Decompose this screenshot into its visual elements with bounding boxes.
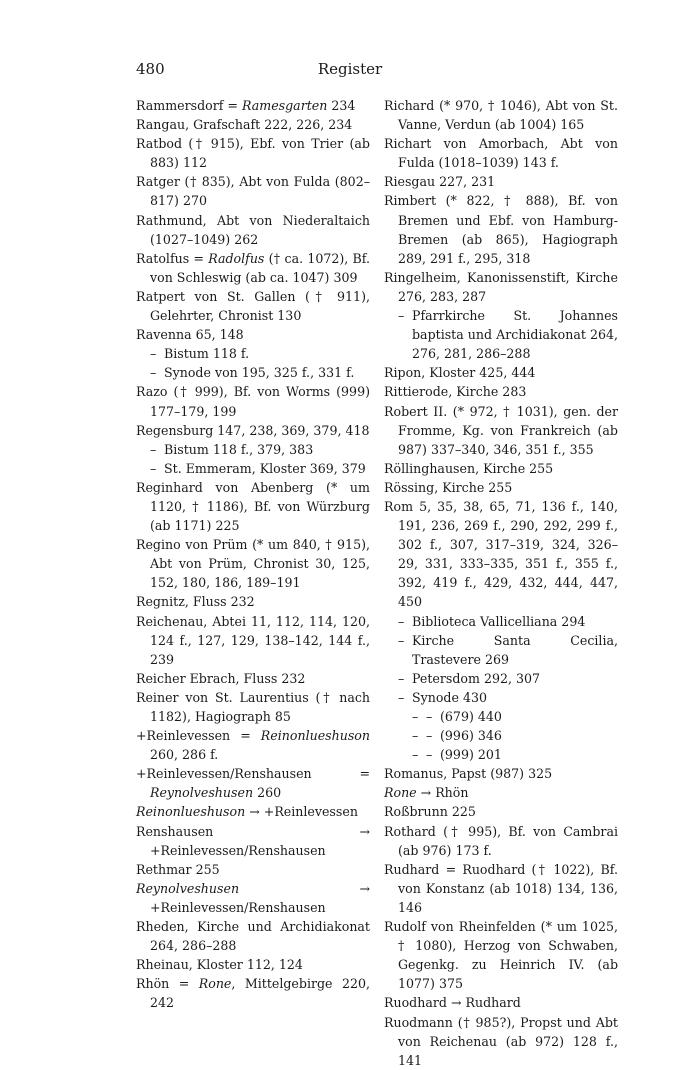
index-entry: Reicher Ebrach, Fluss 232 xyxy=(136,670,306,686)
index-entry: Rimbert (* 822, † 888), Bf. von Bremen und Ebf. von Hamburg-Bremen (ab 865), Hagiograph 289, 291 f., 295, 318 xyxy=(384,193,618,266)
index-entry: Ruodhard → Rudhard xyxy=(384,995,521,1011)
index-entry: Regensburg 147, 238, 369, 379, 418 xyxy=(136,422,370,438)
index-entry: Richart von Amorbach, Abt von Fulda (1018–1039) 143 f. xyxy=(384,136,618,171)
index-entry: Ravenna 65, 148 xyxy=(136,327,244,343)
index-entry: Rudolf von Rheinfelden (* um 1025, † 1080), Herzog von Schwaben, Gegenkg. zu Heinrich IV. (ab 1077) 375 xyxy=(384,919,618,992)
index-entry: Ratolfus = Radolfus († ca. 1072), Bf. von Schleswig (ab ca. 1047) 309 xyxy=(136,250,370,285)
index-subentry: – – (999) 201 xyxy=(412,747,502,763)
index-entry: Ratbod († 915), Ebf. von Trier (ab 883) 112 xyxy=(136,136,370,171)
index-subentry: – Synode von 195, 325 f., 331 f. xyxy=(150,365,355,381)
index-subentry: – Biblioteca Vallicelliana 294 xyxy=(398,613,586,629)
index-entry: Riesgau 227, 231 xyxy=(384,174,496,190)
index-subentry: – Kirche Santa Cecilia, Trastevere 269 xyxy=(398,632,618,667)
index-entry: Rhön = Rone, Mittelgebirge 220, 242 xyxy=(136,976,370,1011)
index-subentry: – St. Emmeram, Kloster 369, 379 xyxy=(150,460,366,476)
index-subentry: – Petersdom 292, 307 xyxy=(398,670,541,686)
index-entry: Ratpert von St. Gallen († 911), Gelehrter, Chronist 130 xyxy=(136,288,370,324)
index-entry: Roßbrunn 225 xyxy=(384,804,476,820)
index-subentry: – Synode 430 xyxy=(398,689,487,705)
index-entry: Richard (* 970, † 1046), Abt von St. Vanne, Verdun (ab 1004) 165 xyxy=(384,98,618,133)
index-entry: Rudhard = Ruodhard († 1022), Bf. von Konstanz (ab 1018) 134, 136, 146 xyxy=(384,861,618,915)
index-entry: Ratger († 835), Abt von Fulda (802–817) 270 xyxy=(136,174,370,209)
index-entry: Razo († 999), Bf. von Worms (999) 177–179, 199 xyxy=(136,384,370,419)
index-entry: Romanus, Papst (987) 325 xyxy=(384,766,553,782)
index-subentry: – Bistum 118 f. xyxy=(150,346,250,362)
index-entry: Rheden, Kirche und Archidiakonat 264, 286–288 xyxy=(136,919,370,954)
index-subentry: – Pfarrkirche St. Johannes baptista und Archidiakonat 264, 276, 281, 286–288 xyxy=(398,308,618,362)
index-entry: Rethmar 255 xyxy=(136,861,220,877)
index-entry: Rheinau, Kloster 112, 124 xyxy=(136,957,303,973)
index-column-right xyxy=(384,96,618,1070)
index-entry: Regnitz, Fluss 232 xyxy=(136,594,255,610)
index-entry: Reichenau, Abtei 11, 112, 114, 120, 124 f., 127, 129, 138–142, 144 f., 239 xyxy=(136,613,370,667)
index-entry: +Reinlevessen = Reinonlueshuson 260, 286 f. xyxy=(136,728,370,763)
index-entry: Reginhard von Abenberg (* um 1120, † 1186), Bf. von Würzburg (ab 1171) 225 xyxy=(136,479,370,534)
page-number: 480 xyxy=(136,60,165,78)
running-head: Register xyxy=(317,60,383,78)
index-entry: Regino von Prüm (* um 840, † 915), Abt von Prüm, Chronist 30, 125, 152, 180, 186, 189–191 xyxy=(136,537,370,591)
index-entry: Reinonlueshuson → +Reinlevessen xyxy=(136,804,358,820)
index-entry: Reynolveshusen → +Reinlevessen/Renshausen xyxy=(136,880,370,915)
index-entry: +Reinlevessen/Renshausen = Reynolveshusen 260 xyxy=(136,766,370,801)
index-entry: Röllinghausen, Kirche 255 xyxy=(384,460,554,476)
index-subentry: – – (679) 440 xyxy=(412,709,502,724)
index-entry: Reiner von St. Laurentius († nach 1182), Hagiograph 85 xyxy=(136,689,370,724)
index-entry: Renshausen → +Reinlevessen/Renshausen xyxy=(136,823,370,858)
index-entry: Ruodmann († 985?), Propst und Abt von Reichenau (ab 972) 128 f., 141 xyxy=(384,1014,618,1068)
index-entry: Rittierode, Kirche 283 xyxy=(384,384,527,400)
index-column-left xyxy=(136,96,370,1013)
index-entry: Robert II. (* 972, † 1031), gen. der Fromme, Kg. von Frankreich (ab 987) 337–340, 346, 351 f., 355 xyxy=(384,403,618,457)
index-entry: Rathmund, Abt von Niederaltaich (1027–1049) 262 xyxy=(136,212,370,247)
index-entry: Rammersdorf = Ramesgarten 234 xyxy=(136,98,356,113)
index-entry: Rangau, Grafschaft 222, 226, 234 xyxy=(136,117,353,133)
index-entry: Rom 5, 35, 38, 65, 71, 136 f., 140, 191, 236, 269 f., 290, 292, 299 f., 302 f., 307, 317–319, 324, 326–29, 331, 333–335, 351 f., 355 f., 392, 419 f., 429, 432, 444, 447, 450 xyxy=(384,498,618,610)
index-subentry: – – (996) 346 xyxy=(412,728,502,744)
index-subentry: – Bistum 118 f., 379, 383 xyxy=(150,441,314,457)
index-entry: Rössing, Kirche 255 xyxy=(384,479,513,495)
index-entry: Ripon, Kloster 425, 444 xyxy=(384,365,536,381)
index-entry: Ringelheim, Kanonissenstift, Kirche 276, 283, 287 xyxy=(384,269,618,304)
index-entry: Rothard († 995), Bf. von Cambrai (ab 976) 173 f. xyxy=(384,823,618,858)
index-entry: Rone → Rhön xyxy=(384,785,469,801)
